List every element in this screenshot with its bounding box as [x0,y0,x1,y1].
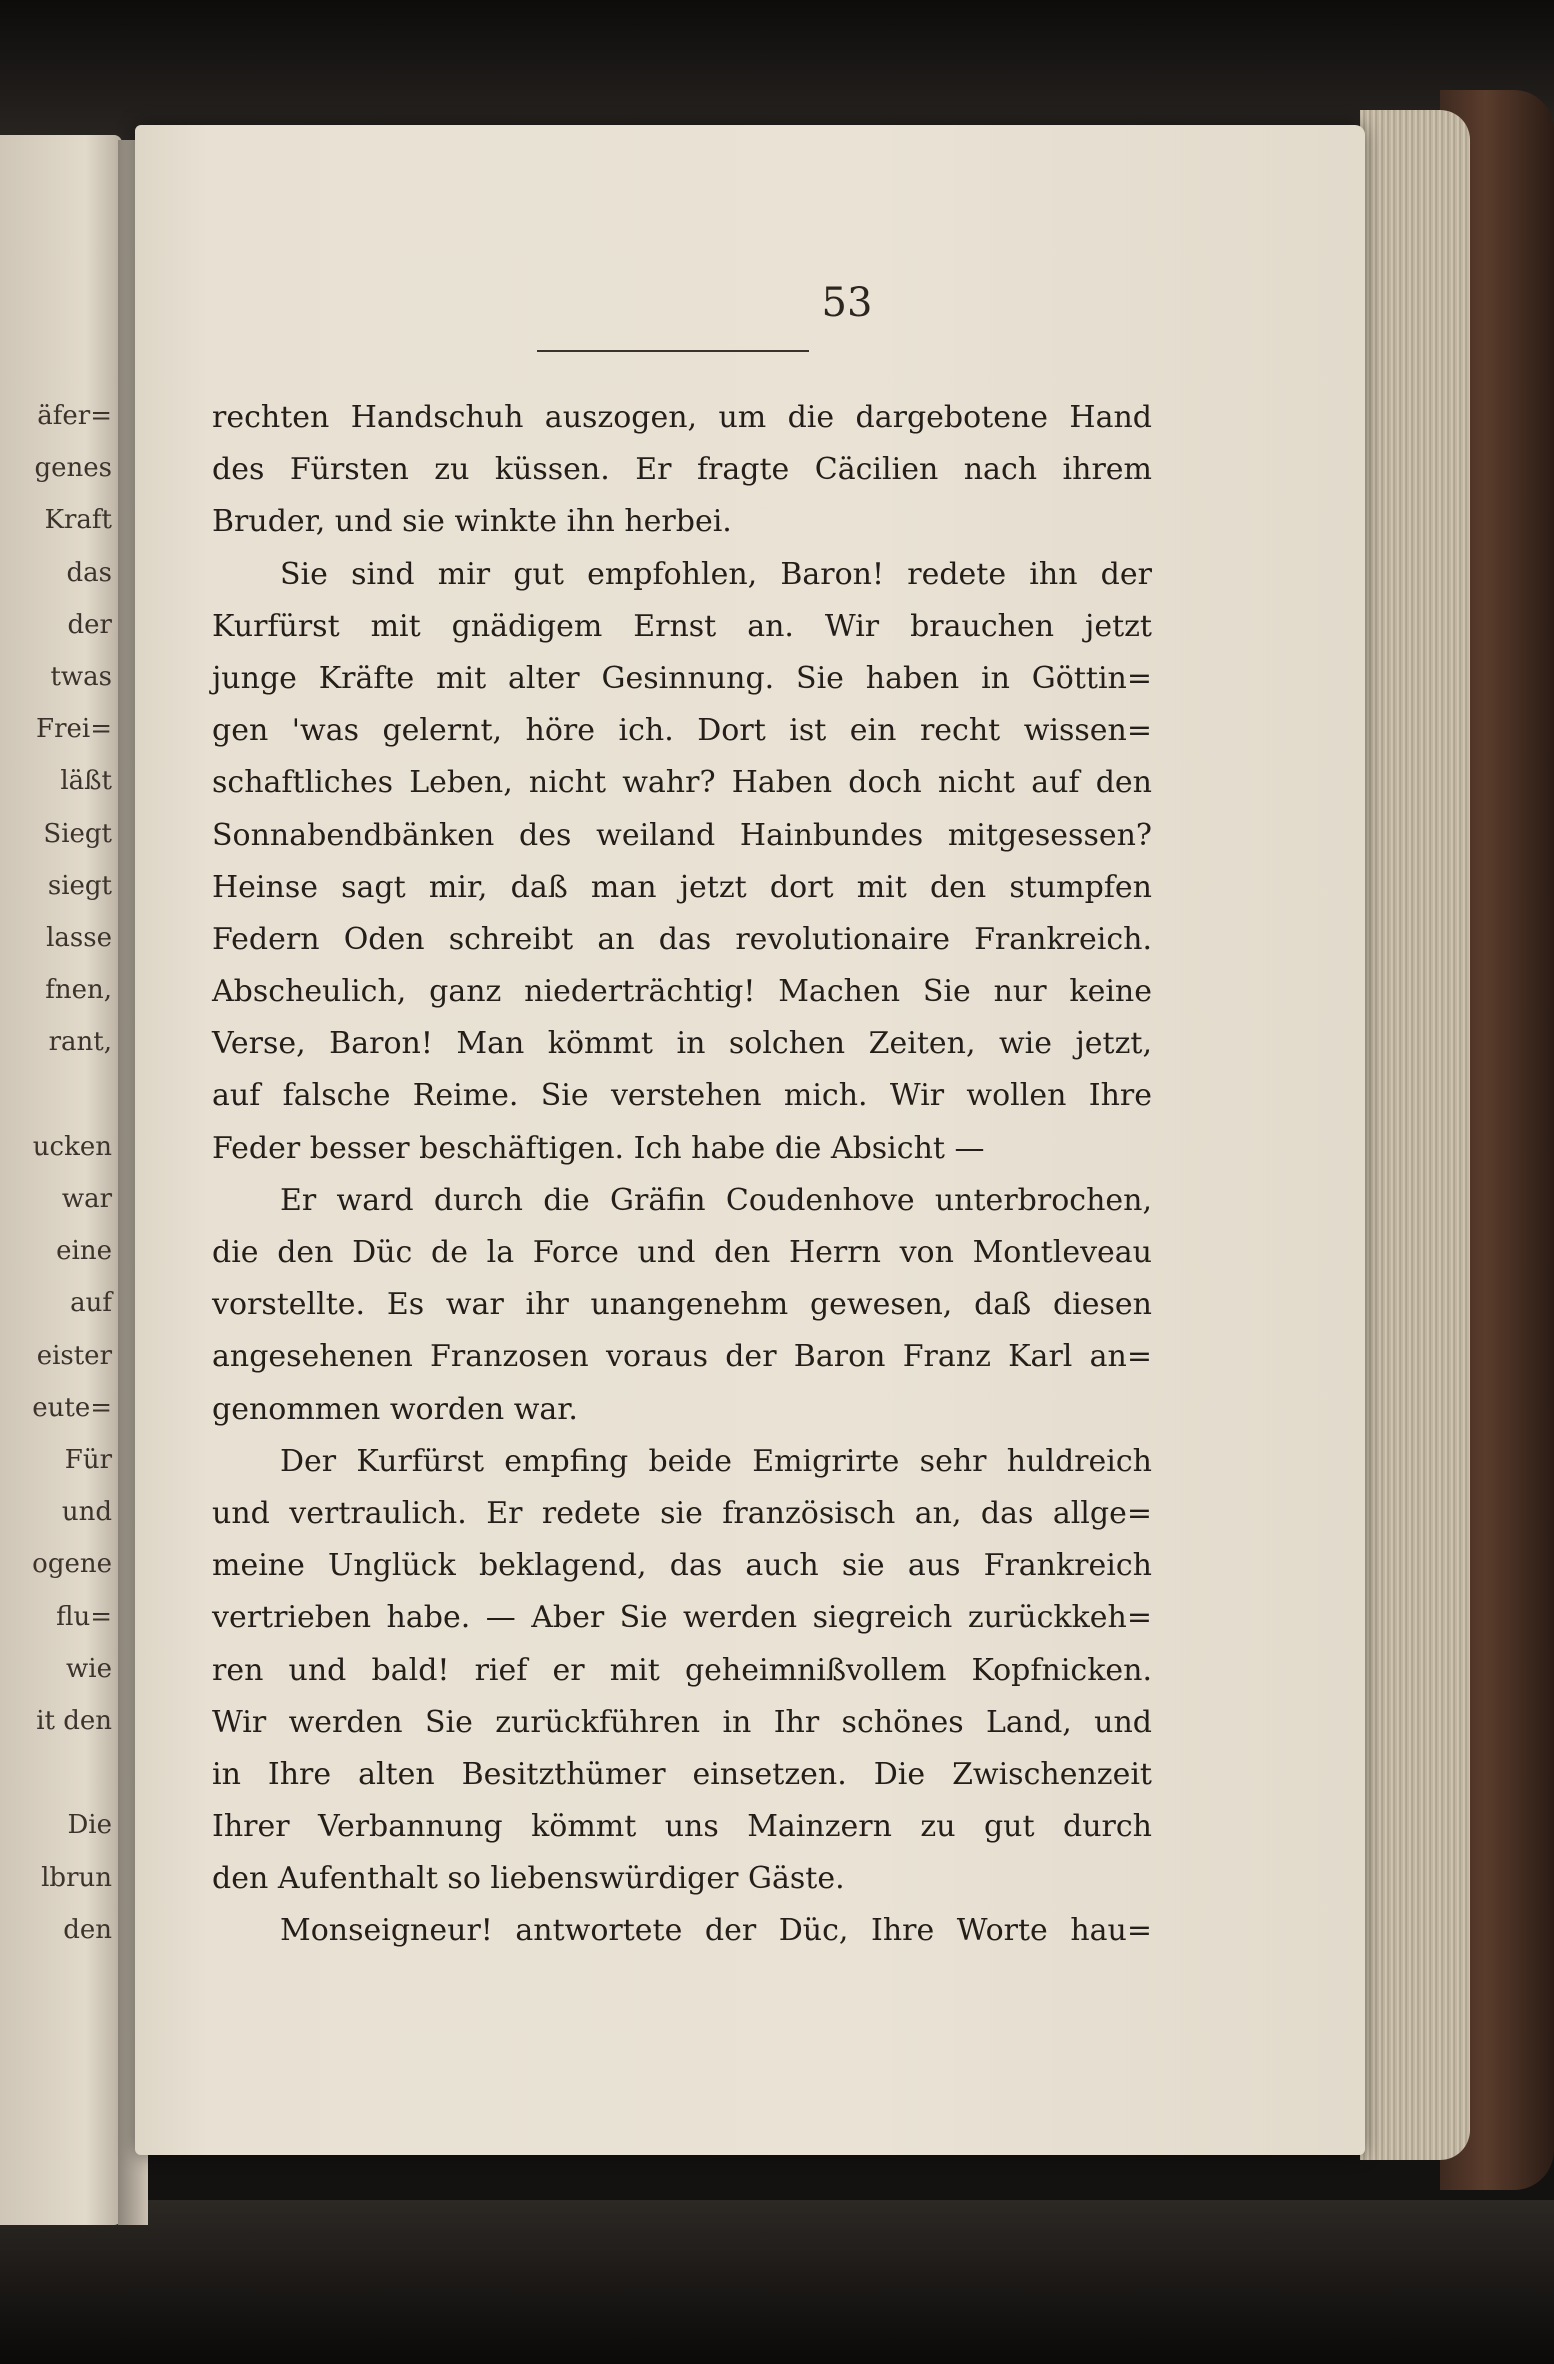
left-page-fragment: flu= [56,1601,112,1632]
left-page-fragment: läßt [60,766,112,797]
text-line: des Fürsten zu küssen. Er fragte Cäcilien nach ihrem [212,452,1152,488]
left-page-fragment: Die [67,1810,112,1841]
left-page-fragment: fnen, [45,975,112,1006]
text-line: Wir werden Sie zurückführen in Ihr schönes Land, und [212,1704,1152,1740]
text-line: Sie sind mir gut empfohlen, Baron! redete ihn der [280,556,1152,592]
left-page-fragment: eine [56,1236,112,1267]
text-line: schaftliches Leben, nicht wahr? Haben doch nicht auf den [212,765,1152,801]
left-page-fragment: und [61,1497,112,1528]
text-line: Ihrer Verbannung kömmt uns Mainzern zu gut durch [212,1809,1152,1845]
text-line: Verse, Baron! Man kömmt in solchen Zeiten, wie jetzt, [212,1026,1152,1062]
text-line: angesehenen Franzosen voraus der Baron Franz Karl an= [212,1339,1152,1375]
page-number: 53 [821,280,873,326]
text-line: in Ihre alten Besitzthümer einsetzen. Die Zwischenzeit [212,1756,1152,1792]
left-page [0,135,122,2225]
text-line: ren und bald! rief er mit geheimnißvollem Kopfnicken. [212,1652,1152,1688]
left-page-fragment: auf [70,1288,112,1319]
left-page-fragment: eister [36,1340,112,1371]
left-page-text-fragments [32,390,112,1956]
left-page-fragment: Siegt [43,818,112,849]
text-line: Kurfürst mit gnädigem Ernst an. Wir brauchen jetzt [212,608,1152,644]
left-page-fragment: it den [36,1706,112,1737]
left-page-fragment: siegt [47,870,112,901]
left-page-fragment: twas [50,662,112,693]
text-line: Federn Oden schreibt an das revolutionaire Frankreich. [212,921,1152,957]
left-page-fragment: den [63,1914,112,1945]
background-bottom [0,2200,1554,2364]
left-page-fragment: lbrun [41,1862,112,1893]
left-page-fragment [32,1069,112,1121]
text-line: Sonnabendbänken des weiland Hainbundes mitgesessen? [212,817,1152,853]
text-line: meine Unglück beklagend, das auch sie aus Frankreich [212,1548,1152,1584]
text-line: gen 'was gelernt, höre ich. Dort ist ein recht wissen= [212,713,1152,749]
page-body-text [212,392,1152,1958]
text-line: genommen worden war. [212,1391,578,1427]
left-page-fragment: rant, [48,1027,112,1058]
left-page-fragment: das [66,557,112,588]
left-page-fragment: Frei= [36,714,112,745]
text-line: Bruder, und sie winkte ihn herbei. [212,504,732,540]
left-page-fragment: war [61,1184,112,1215]
left-page-fragment: der [67,609,112,640]
left-page-fragment: Für [64,1445,112,1476]
text-line: Monseigneur! antwortete der Düc, Ihre Worte hau= [280,1913,1152,1949]
left-page-fragment: ogene [32,1549,112,1580]
left-page-fragment: Kraft [44,505,112,536]
text-line: junge Kräfte mit alter Gesinnung. Sie haben in Göttin= [212,660,1152,696]
left-page-fragment: ucken [32,1131,112,1162]
left-page-fragment: lasse [46,923,112,954]
text-line: und vertraulich. Er redete sie französisch an, das allge= [212,1495,1152,1531]
left-page-fragment [32,1747,112,1799]
text-line: Heinse sagt mir, daß man jetzt dort mit den stumpfen [212,869,1152,905]
left-page-fragment: eute= [32,1392,112,1423]
text-line: Abscheulich, ganz niederträchtig! Machen Sie nur keine [212,974,1152,1010]
left-page-fragment: wie [66,1653,112,1684]
left-page-fragment: genes [34,453,112,484]
text-line: vertrieben habe. — Aber Sie werden siegreich zurückkeh= [212,1600,1152,1636]
text-line: auf falsche Reime. Sie verstehen mich. Wir wollen Ihre [212,1078,1152,1114]
left-page-fragment: äfer= [37,401,112,431]
text-line: den Aufenthalt so liebenswürdiger Gäste. [212,1861,845,1897]
text-line: vorstellte. Es war ihr unangenehm gewesen, daß diesen [212,1287,1152,1323]
text-line: Er ward durch die Gräfin Coudenhove unterbrochen, [280,1182,1152,1218]
text-line: Der Kurfürst empfing beide Emigrirte sehr huldreich [280,1443,1152,1479]
page-number-rule [537,350,809,352]
text-line: die den Düc de la Force und den Herrn von Montleveau [212,1235,1152,1270]
text-line: rechten Handschuh auszogen, um die dargebotene Hand [212,400,1152,435]
page-edges [1360,110,1470,2160]
text-line: Feder besser beschäftigen. Ich habe die Absicht — [212,1130,985,1166]
